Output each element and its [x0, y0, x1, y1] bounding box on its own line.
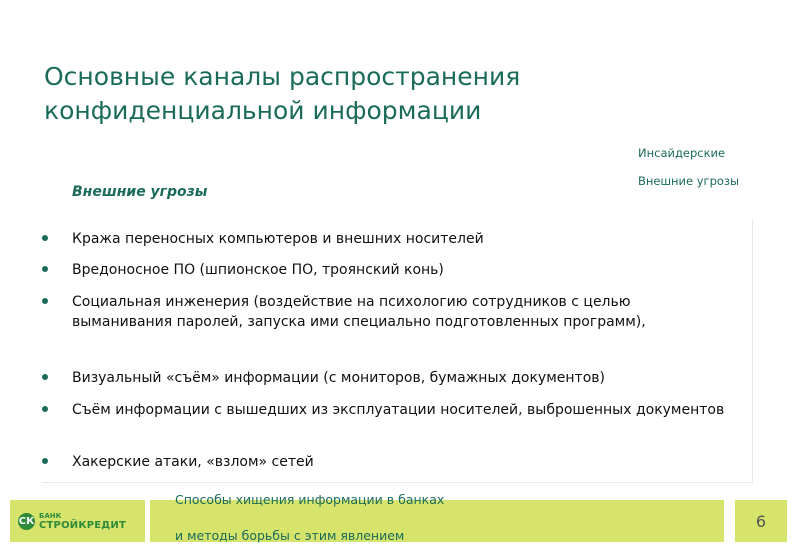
list-item — [42, 229, 732, 249]
slide-title-line-2: конфиденциальной информации — [44, 96, 482, 125]
bullet-text: Вредоносное ПО (шпионское ПО, троянский конь) — [72, 262, 444, 278]
bullet-text: Съём информации с вышедших из эксплуатации носителей, выброшенных документов — [72, 402, 725, 418]
slide-title — [44, 60, 664, 128]
footer-text-line-1: Способы хищения информации в банках — [175, 492, 445, 507]
bank-logo-text — [39, 511, 126, 531]
bullet-icon — [42, 374, 48, 380]
bank-logo-mark: СК — [18, 513, 35, 530]
bullet-icon — [42, 458, 48, 464]
page-number: 6 — [755, 511, 767, 531]
bank-logo — [10, 500, 145, 542]
list-item — [42, 368, 732, 388]
bullet-icon — [42, 235, 48, 241]
slide-title-line-1: Основные каналы распространения — [44, 62, 521, 91]
footer-text-line-2: и методы борьбы с этим явлением — [175, 528, 405, 543]
bullet-text: Социальная инженерия (воздействие на психологию сотрудников с целью выманивания паролей, запуска ими специально подготовленных программ), — [72, 294, 646, 330]
section-heading: Внешние угрозы — [72, 184, 208, 200]
bullet-text: Кража переносных компьютеров и внешних носителей — [72, 231, 484, 247]
bullet-icon — [42, 298, 48, 304]
list-item — [42, 400, 732, 420]
side-link-insiders[interactable]: Инсайдерские — [638, 146, 726, 160]
side-nav — [638, 146, 788, 202]
bank-logo-top: БАНК — [39, 512, 62, 520]
bullet-icon — [42, 266, 48, 272]
page-number-box — [735, 500, 787, 542]
content-box — [42, 220, 753, 483]
bullet-icon — [42, 406, 48, 412]
side-link-external-threats[interactable]: Внешние угрозы — [638, 174, 740, 188]
list-item — [42, 292, 732, 332]
bullet-text: Хакерские атаки, «взлом» сетей — [72, 454, 314, 470]
list-item — [42, 452, 732, 472]
bank-logo-bottom: СТРОЙКРЕДИТ — [39, 520, 126, 531]
bullet-text: Визуальный «съём» информации (с мониторов, бумажных документов) — [72, 370, 605, 386]
list-item — [42, 260, 732, 280]
